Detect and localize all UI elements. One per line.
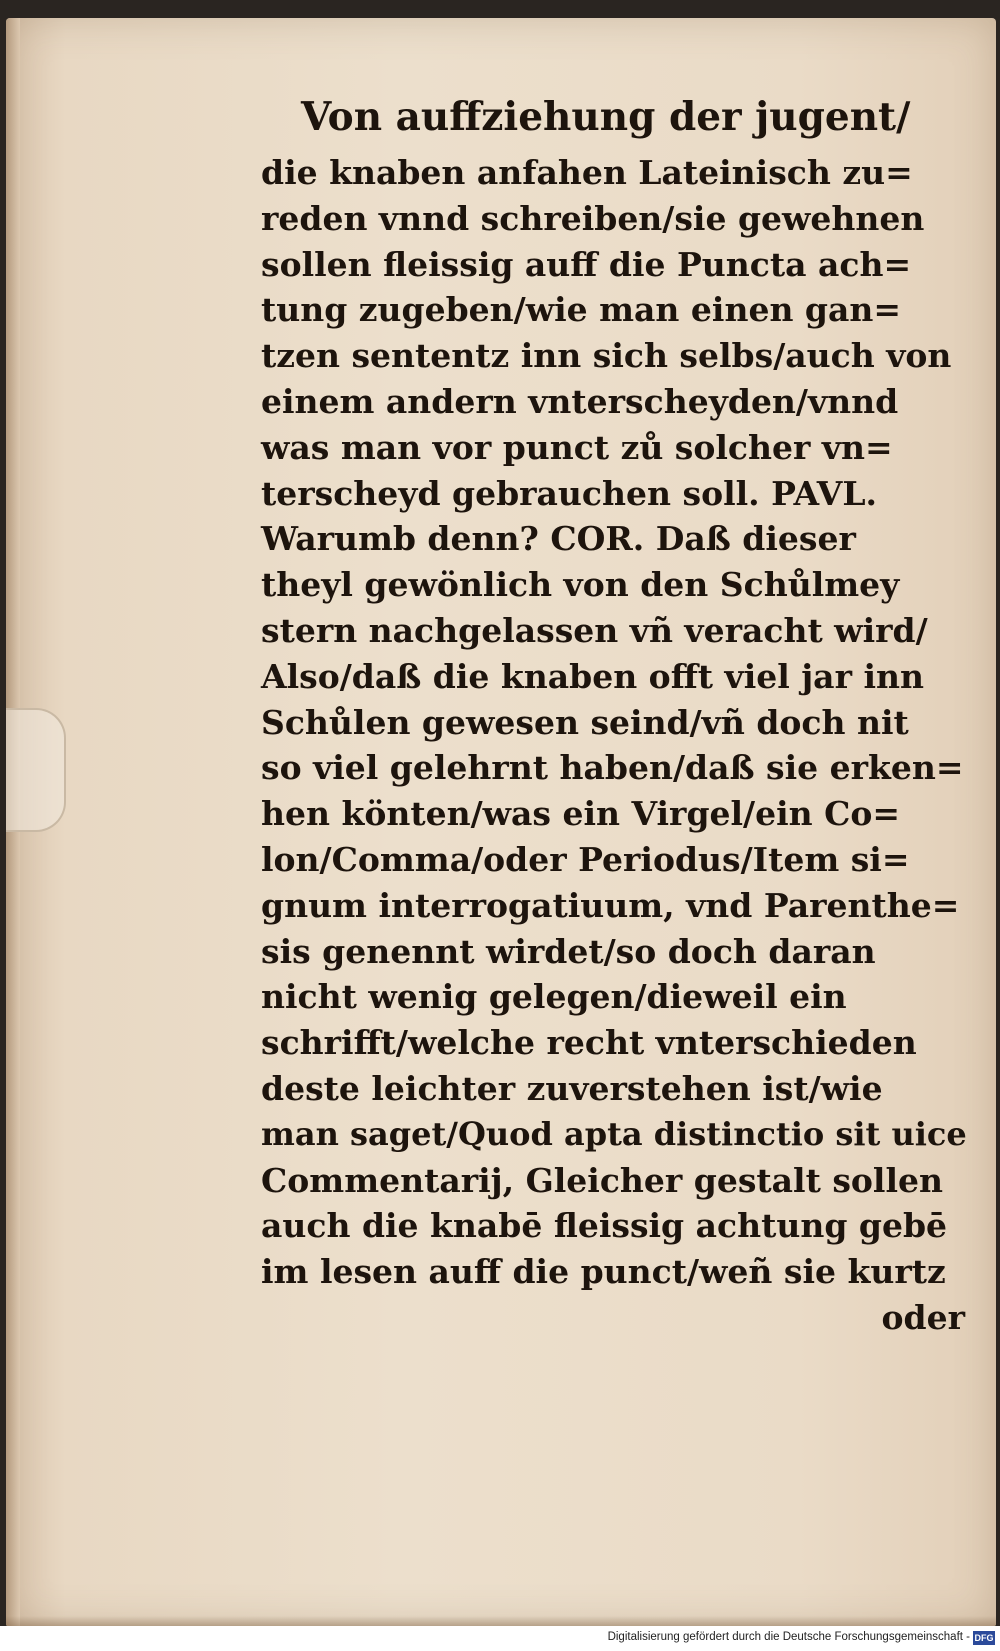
page-tab-marker bbox=[6, 708, 66, 832]
page-text bbox=[261, 88, 973, 1341]
text-line: theyl gewönlich von den Schůlmey bbox=[261, 565, 900, 605]
text-line: Commentarij, Gleicher gestalt sollen bbox=[261, 1160, 943, 1200]
text-line: sis genennt wirdet/so doch daran bbox=[261, 931, 876, 971]
text-line: auch die knabē fleissig achtung gebē bbox=[261, 1206, 948, 1246]
text-line: einem andern vnterscheyden/vnnd bbox=[261, 381, 899, 421]
text-line: im lesen auff die punct/weñ sie kurtz bbox=[261, 1252, 946, 1292]
text-line: schrifft/welche recht vnterschieden bbox=[261, 1023, 917, 1063]
page-bottom-edge bbox=[6, 1616, 996, 1626]
text-lines bbox=[261, 150, 973, 1295]
text-line: hen könten/was ein Virgel/ein Co= bbox=[261, 794, 901, 834]
text-line: was man vor punct zů solcher vn= bbox=[261, 427, 893, 467]
catchword: oder bbox=[881, 1297, 965, 1337]
text-line: terscheyd gebrauchen soll. PAVL. bbox=[261, 473, 878, 513]
digitization-footer bbox=[0, 1626, 1000, 1651]
text-line: nicht wenig gelegen/dieweil ein bbox=[261, 977, 847, 1017]
running-heading: Von auffziehung der jugent/ bbox=[301, 94, 911, 140]
text-line: Warumb denn? COR. Daß dieser bbox=[261, 519, 856, 559]
text-line: die knaben anfahen Lateinisch zu= bbox=[261, 153, 913, 192]
text-line: lon/Comma/oder Periodus/Item si= bbox=[261, 839, 910, 879]
text-line: stern nachgelassen vñ veracht wird/ bbox=[261, 610, 928, 650]
text-line: tung zugeben/wie man einen gan= bbox=[261, 290, 902, 330]
text-line: tzen sententz inn sich selbs/auch von bbox=[261, 336, 952, 376]
book-page bbox=[6, 18, 996, 1626]
text-line: reden vnnd schreiben/sie gewehnen bbox=[261, 198, 925, 238]
text-line: sollen fleissig auff die Puncta ach= bbox=[261, 244, 912, 284]
text-line: gnum interrogatiuum, vnd Parenthe= bbox=[261, 885, 960, 925]
funding-credit: Digitalisierung gefördert durch die Deutsche Forschungsgemeinschaft - bbox=[607, 1631, 970, 1643]
text-line: man saget/Quod apta distinctio sit uice bbox=[261, 1114, 967, 1153]
text-line: so viel gelehrnt haben/daß sie erken= bbox=[261, 748, 964, 788]
text-line: Also/daß die knaben offt viel jar inn bbox=[261, 656, 924, 696]
text-line: Schůlen gewesen seind/vñ doch nit bbox=[261, 702, 909, 742]
dfg-logo-icon: DFG bbox=[974, 1633, 994, 1643]
text-line: deste leichter zuverstehen ist/wie bbox=[261, 1068, 883, 1108]
